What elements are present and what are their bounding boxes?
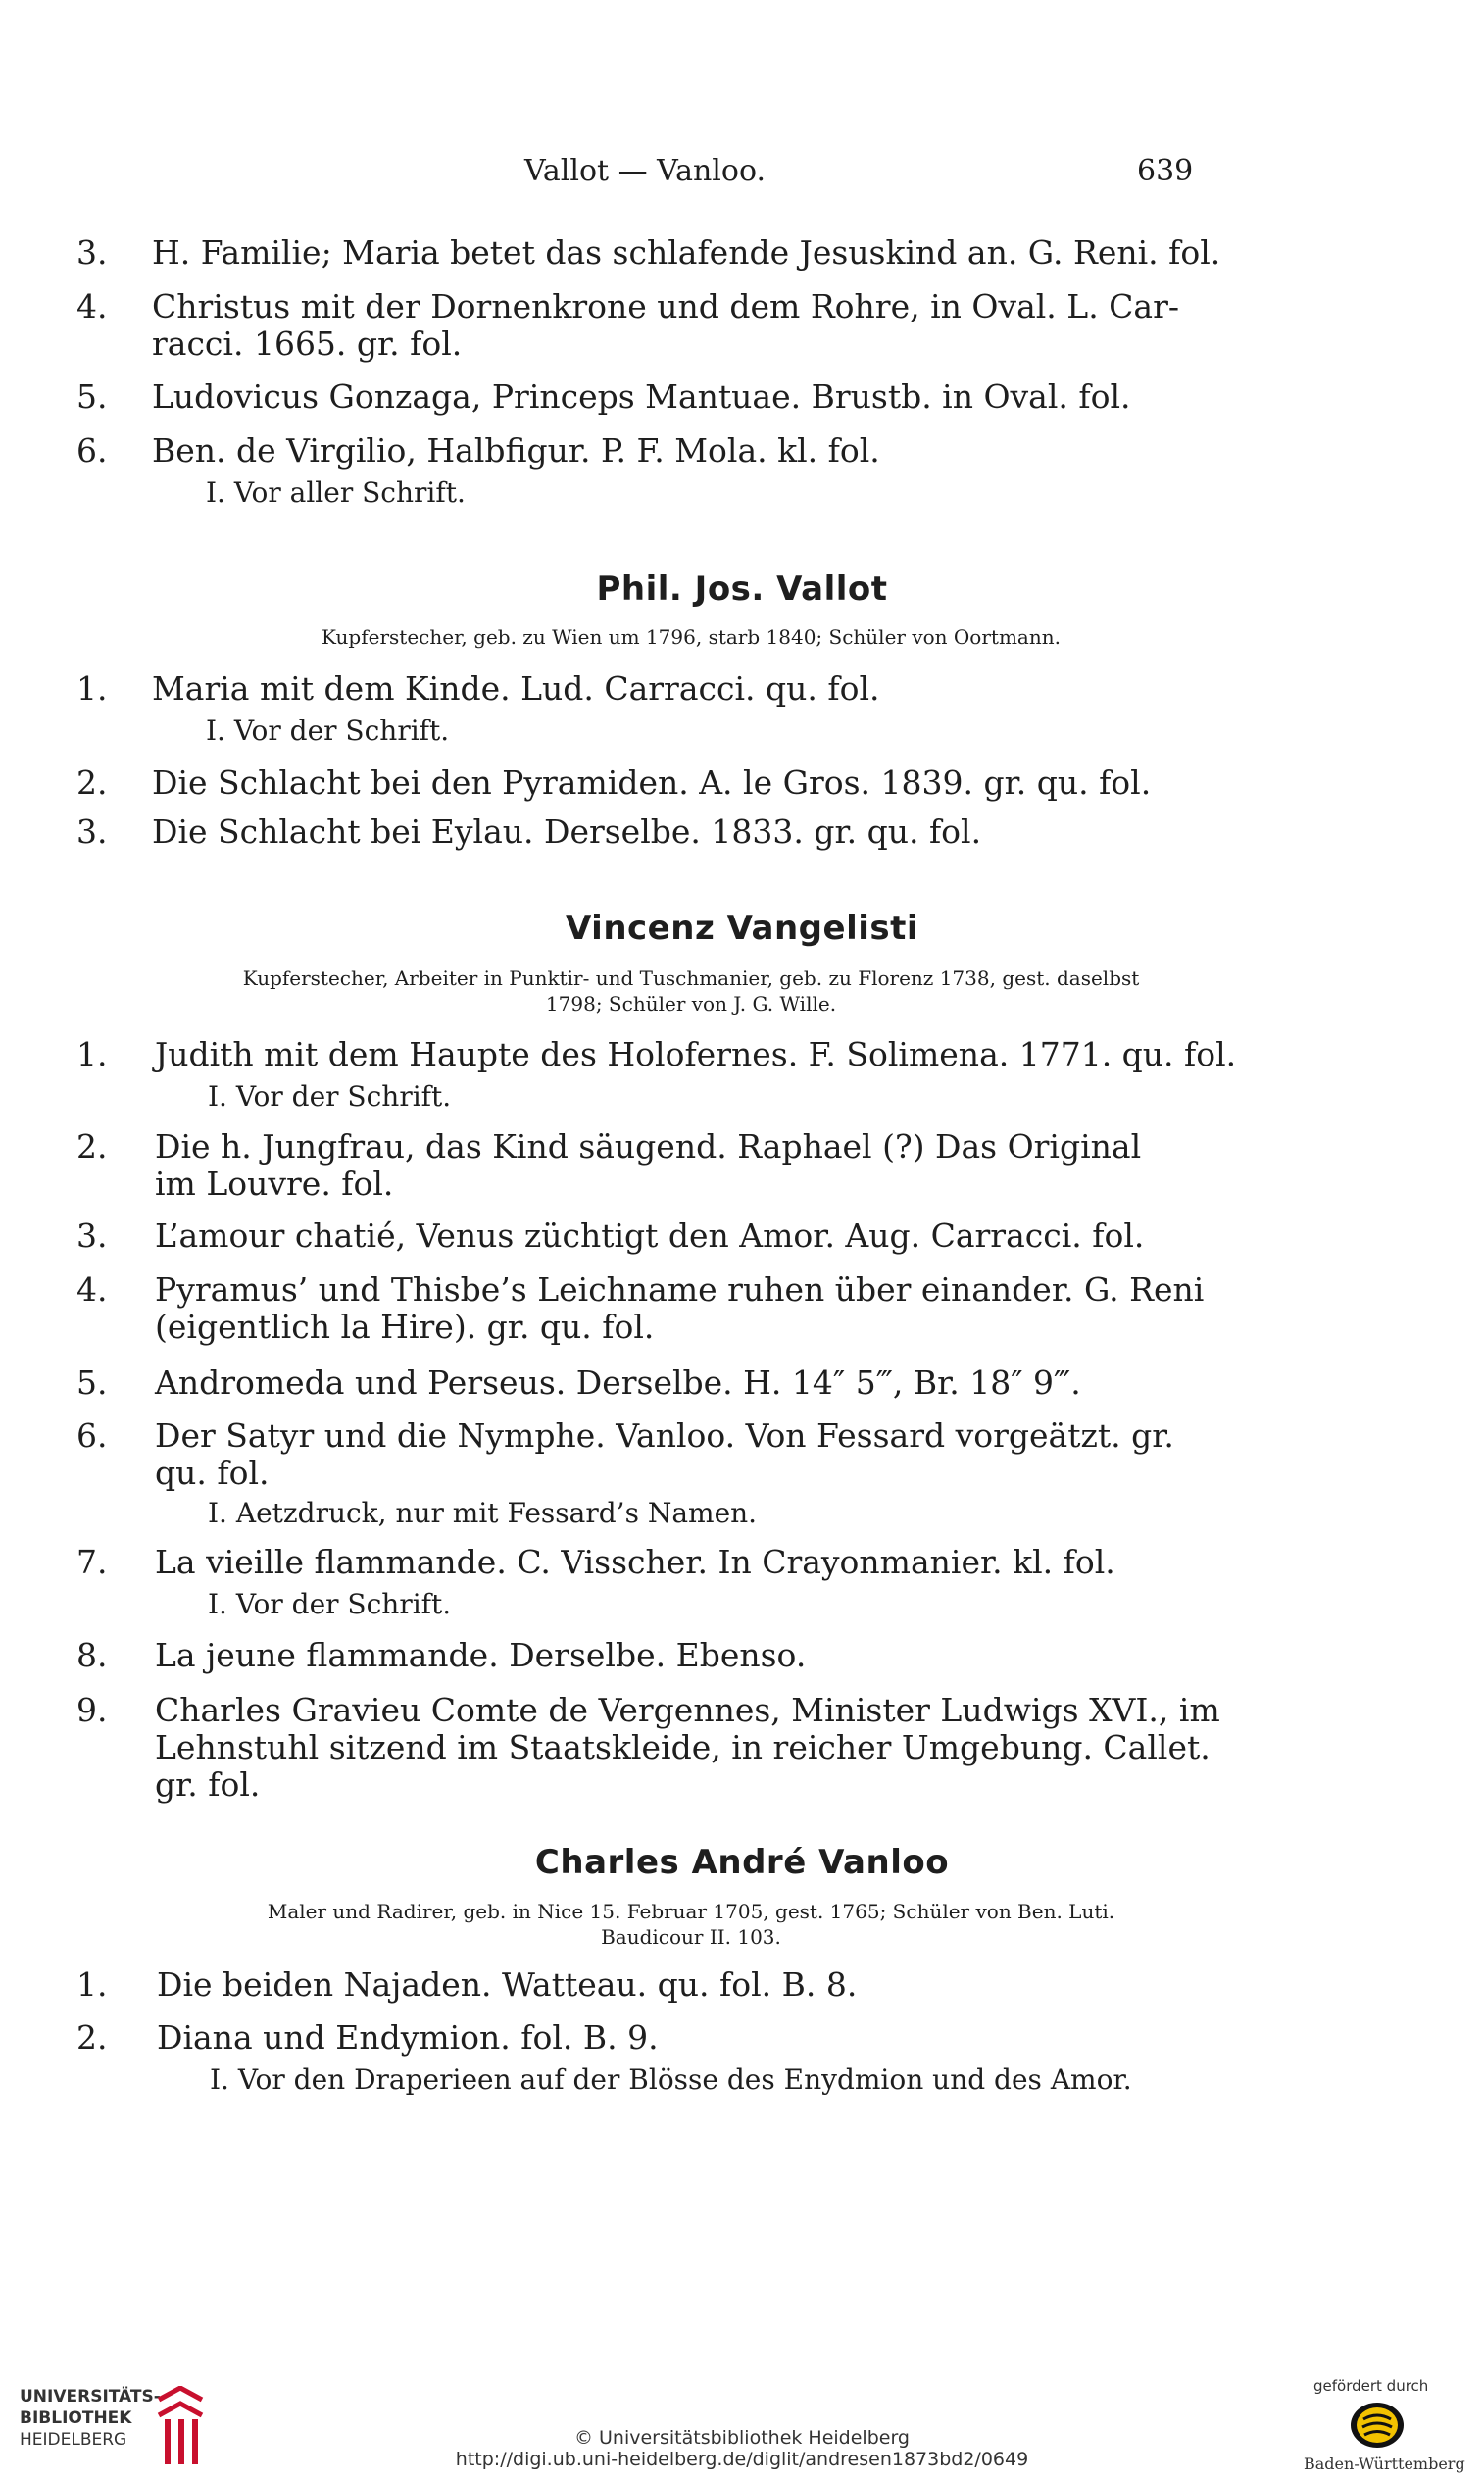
section-heading-vallot: Phil. Jos. Vallot [596, 570, 888, 609]
state-crest-icon [1348, 2400, 1407, 2451]
list-item: 1. Die beiden Najaden. Watteau. qu. fol. B. 8. [76, 1965, 858, 2004]
section-heading-vanloo: Charles André Vanloo [534, 1843, 950, 1882]
permalink[interactable]: http://digi.ub.uni-heidelberg.de/diglit/andresen1873bd2/0649 [455, 2449, 1029, 2470]
list-item: 2. Die h. Jungfrau, das Kind säugend. Raphael (?) Das Original [76, 1127, 1142, 1166]
list-item: 1. Maria mit dem Kinde. Lud. Carracci. qu. fol. [76, 670, 880, 708]
list-item: 8. La jeune flammande. Derselbe. Ebenso. [76, 1636, 807, 1674]
footer-bar [0, 2372, 1484, 2480]
list-item: 6. Ben. de Virgilio, Halbfigur. P. F. Mola. kl. fol. [76, 431, 880, 470]
list-item: 9. Charles Gravieu Comte de Vergennes, Minister Ludwigs XVI., im [76, 1691, 1220, 1729]
list-item-continuation: gr. fol. [155, 1765, 261, 1804]
section-bio-vallot: Kupferstecher, geb. zu Wien um 1796, starb 1840; Schüler von Oortmann. [322, 625, 1061, 649]
list-item-state: I. Vor der Schrift. [206, 715, 450, 747]
list-item-continuation: racci. 1665. gr. fol. [152, 324, 463, 363]
copyright-text: © Universitätsbibliothek Heidelberg [573, 2427, 910, 2449]
list-item: 3. H. Familie; Maria betet das schlafende Jesuskind an. G. Reni. fol. [76, 233, 1221, 272]
list-item: 2. Diana und Endymion. fol. B. 9. [76, 2018, 659, 2057]
state-name: Baden-Württemberg [1304, 2455, 1465, 2473]
list-item-continuation: Lehnstuhl sitzend im Staatskleide, in reicher Umgebung. Callet. [155, 1728, 1211, 1766]
running-title: Vallot — Vanloo. [524, 154, 767, 188]
list-item: 5. Andromeda und Perseus. Derselbe. H. 14″ 5‴, Br. 18″ 9‴. [76, 1364, 1081, 1402]
list-item-continuation: im Louvre. fol. [155, 1165, 394, 1203]
list-item-state: I. Vor der Schrift. [208, 1080, 452, 1113]
funded-by-label: gefördert durch [1313, 2377, 1429, 2395]
list-item: 7. La vieille flammande. C. Visscher. In Crayonmanier. kl. fol. [76, 1543, 1115, 1581]
list-item: 3. Die Schlacht bei Eylau. Derselbe. 1833. gr. qu. fol. [76, 813, 982, 851]
list-item: 2. Die Schlacht bei den Pyramiden. A. le Gros. 1839. gr. qu. fol. [76, 764, 1152, 802]
list-item: 3. L’amour chatié, Venus züchtigt den Amor. Aug. Carracci. fol. [76, 1216, 1145, 1255]
list-item-state: I. Vor der Schrift. [208, 1588, 452, 1620]
list-item: 1. Judith mit dem Haupte des Holofernes. F. Solimena. 1771. qu. fol. [76, 1035, 1237, 1073]
list-item: 4. Christus mit der Dornenkrone und dem Rohre, in Oval. L. Car- [76, 287, 1180, 325]
list-item-state: I. Vor aller Schrift. [206, 476, 466, 509]
list-item-continuation: qu. fol. [155, 1454, 270, 1492]
university-library-logo-icon [155, 2386, 206, 2468]
section-bio-vanloo: Maler und Radirer, geb. in Nice 15. Februar 1705, gest. 1765; Schüler von Ben. Luti. Baudicour II. 103. [267, 1900, 1115, 1949]
section-bio-vangelisti: Kupferstecher, Arbeiter in Punktir- und Tuschmanier, geb. zu Florenz 1738, gest. daselbst 1798; Schüler von J. G. Wille. [242, 967, 1140, 1016]
section-heading-vangelisti: Vincenz Vangelisti [565, 909, 919, 948]
list-item: 4. Pyramus’ und Thisbe’s Leichname ruhen über einander. G. Reni [76, 1270, 1205, 1309]
list-item-state: I. Aetzdruck, nur mit Fessard’s Namen. [208, 1497, 758, 1529]
list-item-continuation: (eigentlich la Hire). gr. qu. fol. [155, 1308, 655, 1346]
library-name: UNIVERSITÄTS- BIBLIOTHEK HEIDELBERG [20, 2387, 161, 2450]
list-item: 6. Der Satyr und die Nymphe. Vanloo. Von Fessard vorgeätzt. gr. [76, 1416, 1174, 1455]
list-item: 5. Ludovicus Gonzaga, Princeps Mantuae. Brustb. in Oval. fol. [76, 377, 1131, 416]
list-item-state: I. Vor den Draperieen auf der Blösse des Enydmion und des Amor. [210, 2063, 1132, 2096]
page-number: 639 [1137, 154, 1194, 188]
